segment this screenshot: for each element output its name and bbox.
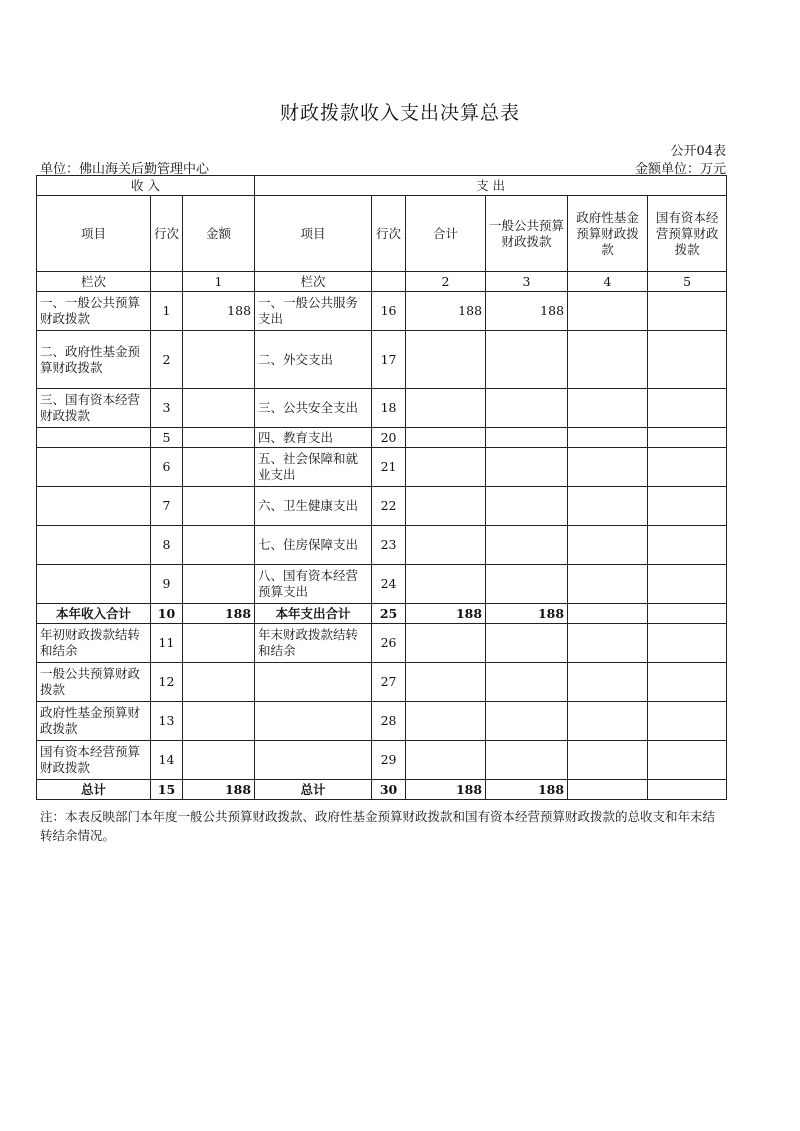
column-number: 2 — [406, 272, 486, 292]
total-cell — [406, 663, 486, 702]
table-row — [37, 292, 727, 331]
fund-budget-cell — [568, 331, 648, 389]
table-note: 注：本表反映部门本年度一般公共预算财政拨款、政府性基金预算财政拨款和国有资本经营预算财政拨款的总收支和年末结转结余情况。 — [40, 809, 716, 843]
table-row — [37, 448, 727, 487]
income-line-cell: 14 — [151, 741, 183, 780]
table-row — [37, 780, 727, 800]
total-cell — [406, 702, 486, 741]
income-item-cell: 政府性基金预算财政拨款 — [37, 702, 151, 741]
general-budget-cell — [486, 487, 568, 526]
income-section-header: 收 入 — [37, 176, 255, 196]
column-number: 5 — [648, 272, 727, 292]
expense-item-cell: 七、住房保障支出 — [255, 526, 372, 565]
total-cell — [406, 526, 486, 565]
expense-line-cell: 20 — [372, 428, 406, 448]
state-capital-header: 国有资本经营预算财政拨款 — [648, 196, 727, 272]
expense-item-cell: 三、公共安全支出 — [255, 389, 372, 428]
income-amount-cell — [183, 741, 255, 780]
reporting-unit: 单位：佛山海关后勤管理中心 — [40, 162, 210, 177]
section-header-row — [37, 176, 727, 196]
amount-unit: 金额单位：万元 — [634, 162, 726, 177]
state-capital-cell — [648, 389, 727, 428]
state-capital-cell — [648, 487, 727, 526]
column-number-row — [37, 272, 727, 292]
fund-budget-cell — [568, 702, 648, 741]
state-capital-cell — [648, 292, 727, 331]
state-capital-cell — [648, 526, 727, 565]
fund-budget-cell — [568, 780, 648, 800]
total-cell — [406, 331, 486, 389]
column-number: 3 — [486, 272, 568, 292]
income-amount-cell — [183, 448, 255, 487]
income-line-cell: 10 — [151, 604, 183, 624]
expense-line-cell: 28 — [372, 702, 406, 741]
income-item-cell — [37, 448, 151, 487]
table-row — [37, 604, 727, 624]
income-item-cell — [37, 487, 151, 526]
income-amount-cell — [183, 663, 255, 702]
general-budget-cell — [486, 428, 568, 448]
income-amount-cell — [183, 389, 255, 428]
income-item-cell: 国有资本经营预算财政拨款 — [37, 741, 151, 780]
income-line-cell: 1 — [151, 292, 183, 331]
state-capital-cell — [648, 780, 727, 800]
table-row — [37, 331, 727, 389]
total-cell: 188 — [406, 292, 486, 331]
total-cell — [406, 741, 486, 780]
income-item-cell: 二、政府性基金预算财政拨款 — [37, 331, 151, 389]
income-amount-cell: 188 — [183, 604, 255, 624]
fund-budget-cell — [568, 565, 648, 604]
fund-budget-cell — [568, 487, 648, 526]
fund-budget-cell — [568, 663, 648, 702]
total-cell: 188 — [406, 780, 486, 800]
income-amount-cell — [183, 331, 255, 389]
general-budget-cell: 188 — [486, 604, 568, 624]
expense-item-cell: 八、国有资本经营预算支出 — [255, 565, 372, 604]
general-budget-cell — [486, 331, 568, 389]
income-line-cell: 5 — [151, 428, 183, 448]
expense-line-cell: 21 — [372, 448, 406, 487]
table-row — [37, 702, 727, 741]
expense-line-header: 行次 — [372, 196, 406, 272]
expense-line-cell: 22 — [372, 487, 406, 526]
income-item-cell: 年初财政拨款结转和结余 — [37, 624, 151, 663]
state-capital-cell — [648, 448, 727, 487]
column-label: 栏次 — [255, 272, 372, 292]
income-amount-cell — [183, 565, 255, 604]
fund-budget-cell — [568, 448, 648, 487]
expense-line-cell: 24 — [372, 565, 406, 604]
general-budget-cell — [486, 448, 568, 487]
state-capital-cell — [648, 604, 727, 624]
income-line-cell: 11 — [151, 624, 183, 663]
income-line-cell: 3 — [151, 389, 183, 428]
table-row — [37, 526, 727, 565]
expense-line-cell: 25 — [372, 604, 406, 624]
expense-item-cell — [255, 702, 372, 741]
fund-budget-cell — [568, 624, 648, 663]
expense-item-cell: 四、教育支出 — [255, 428, 372, 448]
general-budget-cell — [486, 389, 568, 428]
total-cell — [406, 428, 486, 448]
expense-item-cell — [255, 663, 372, 702]
general-budget-cell — [486, 526, 568, 565]
column-number-blank — [151, 272, 183, 292]
income-item-cell — [37, 428, 151, 448]
income-amount-cell — [183, 428, 255, 448]
total-cell — [406, 565, 486, 604]
general-budget-cell — [486, 741, 568, 780]
income-line-cell: 8 — [151, 526, 183, 565]
expense-line-cell: 18 — [372, 389, 406, 428]
expense-item-cell: 年末财政拨款结转和结余 — [255, 624, 372, 663]
expense-item-cell: 本年支出合计 — [255, 604, 372, 624]
expense-section-header: 支 出 — [255, 176, 727, 196]
income-amount-cell: 188 — [183, 780, 255, 800]
expense-item-cell: 六、卫生健康支出 — [255, 487, 372, 526]
income-amount-cell — [183, 526, 255, 565]
general-budget-cell — [486, 624, 568, 663]
expense-item-cell: 五、社会保障和就业支出 — [255, 448, 372, 487]
expense-item-cell — [255, 741, 372, 780]
income-amount-header: 金额 — [183, 196, 255, 272]
fund-budget-header: 政府性基金预算财政拨款 — [568, 196, 648, 272]
table-row — [37, 624, 727, 663]
table-row — [37, 487, 727, 526]
table-row — [37, 389, 727, 428]
column-number: 4 — [568, 272, 648, 292]
expense-item-cell: 二、外交支出 — [255, 331, 372, 389]
general-budget-cell — [486, 565, 568, 604]
general-budget-cell — [486, 702, 568, 741]
expense-line-cell: 27 — [372, 663, 406, 702]
general-budget-cell — [486, 663, 568, 702]
income-amount-cell: 188 — [183, 292, 255, 331]
income-item-cell — [37, 526, 151, 565]
total-cell — [406, 624, 486, 663]
income-item-cell — [37, 565, 151, 604]
income-line-cell: 6 — [151, 448, 183, 487]
expense-item-cell: 一、一般公共服务支出 — [255, 292, 372, 331]
expense-item-cell: 总计 — [255, 780, 372, 800]
income-item-cell: 本年收入合计 — [37, 604, 151, 624]
fiscal-summary-table — [36, 175, 727, 800]
state-capital-cell — [648, 702, 727, 741]
state-capital-cell — [648, 663, 727, 702]
income-line-cell: 13 — [151, 702, 183, 741]
state-capital-cell — [648, 624, 727, 663]
fund-budget-cell — [568, 604, 648, 624]
table-row — [37, 428, 727, 448]
income-line-header: 行次 — [151, 196, 183, 272]
page-title: 财政拨款收入支出决算总表 — [279, 102, 520, 124]
total-cell — [406, 389, 486, 428]
income-item-cell: 总计 — [37, 780, 151, 800]
column-label: 栏次 — [37, 272, 151, 292]
fund-budget-cell — [568, 428, 648, 448]
expense-line-cell: 29 — [372, 741, 406, 780]
income-amount-cell — [183, 487, 255, 526]
income-line-cell: 7 — [151, 487, 183, 526]
state-capital-cell — [648, 741, 727, 780]
column-header-row — [37, 196, 727, 272]
income-line-cell: 2 — [151, 331, 183, 389]
general-budget-cell: 188 — [486, 780, 568, 800]
expense-line-cell: 23 — [372, 526, 406, 565]
general-budget-cell: 188 — [486, 292, 568, 331]
form-number: 公开04表 — [670, 144, 726, 159]
total-cell — [406, 448, 486, 487]
total-cell: 188 — [406, 604, 486, 624]
income-amount-cell — [183, 702, 255, 741]
expense-line-cell: 17 — [372, 331, 406, 389]
total-cell — [406, 487, 486, 526]
column-number: 1 — [183, 272, 255, 292]
expense-line-cell: 26 — [372, 624, 406, 663]
state-capital-cell — [648, 428, 727, 448]
state-capital-cell — [648, 565, 727, 604]
income-item-cell: 一般公共预算财政拨款 — [37, 663, 151, 702]
income-line-cell: 15 — [151, 780, 183, 800]
fund-budget-cell — [568, 526, 648, 565]
income-item-header: 项目 — [37, 196, 151, 272]
income-item-cell: 三、国有资本经营财政拨款 — [37, 389, 151, 428]
table-row — [37, 741, 727, 780]
general-budget-header: 一般公共预算财政拨款 — [486, 196, 568, 272]
expense-line-cell: 30 — [372, 780, 406, 800]
income-item-cell: 一、一般公共预算财政拨款 — [37, 292, 151, 331]
income-line-cell: 12 — [151, 663, 183, 702]
fund-budget-cell — [568, 292, 648, 331]
fund-budget-cell — [568, 389, 648, 428]
income-line-cell: 9 — [151, 565, 183, 604]
income-amount-cell — [183, 624, 255, 663]
table-row — [37, 663, 727, 702]
table-row — [37, 565, 727, 604]
column-number-blank — [372, 272, 406, 292]
total-header: 合计 — [406, 196, 486, 272]
expense-line-cell: 16 — [372, 292, 406, 331]
expense-item-header: 项目 — [255, 196, 372, 272]
state-capital-cell — [648, 331, 727, 389]
fund-budget-cell — [568, 741, 648, 780]
